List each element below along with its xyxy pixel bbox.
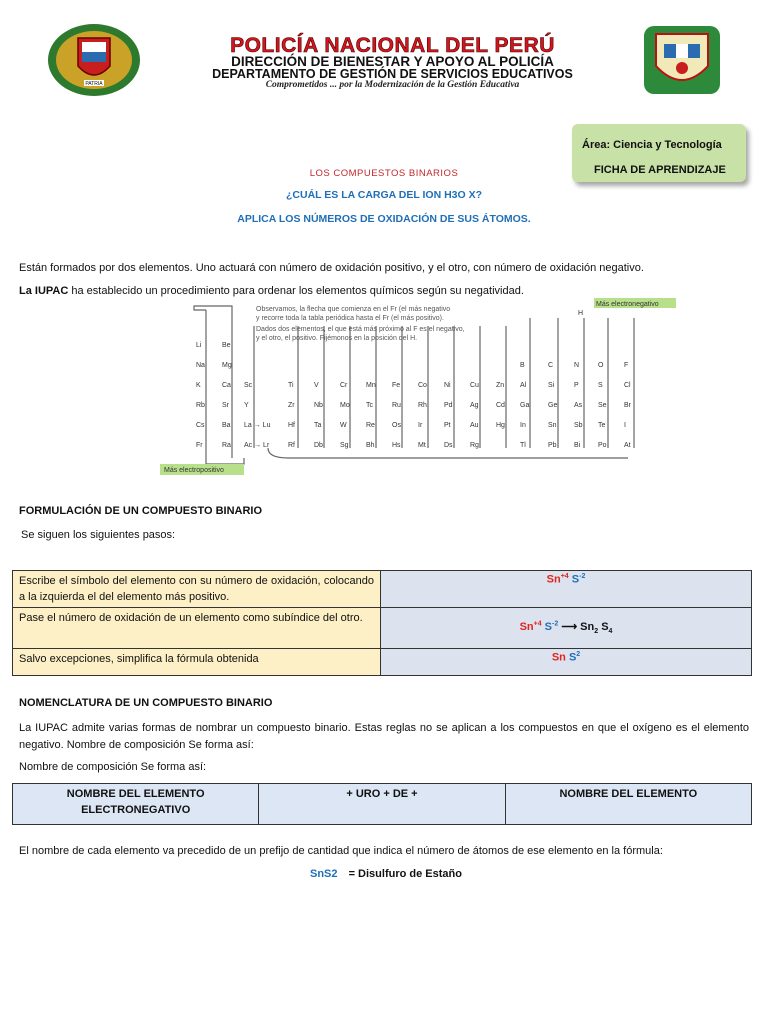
element-symbol: Ge: [548, 402, 558, 409]
motto: Comprometidos ... por la Modernización de la Gestión Educativa: [265, 80, 520, 90]
iupac-bold: La IUPAC: [19, 285, 69, 297]
element-symbol: Y: [244, 402, 249, 409]
label-more-electronegative: Más electronegativo: [596, 301, 659, 308]
element-symbol: Re: [366, 422, 375, 429]
element-symbol: Ni: [444, 382, 451, 389]
nomenclature-paragraph: La IUPAC admite varias formas de nombrar un compuesto binario. Estas reglas no se aplican a los compuestos en que el oxígeno es el elemento negativo. Nombre de composición Se forma así:: [19, 722, 749, 751]
element-symbol: Cs: [196, 422, 205, 429]
iupac-rest: ha establecido un procedimiento para ordenar los elementos químicos según su negatividad.: [68, 285, 524, 297]
element-symbol: Pt: [444, 422, 451, 429]
element-symbol: Ac → Lr: [244, 442, 270, 449]
element-symbol: Te: [598, 422, 606, 429]
note-line: y recorre toda la tabla periódica hasta el Fr (el más positivo).: [256, 315, 444, 322]
label-more-electropositive: Más electropositivo: [164, 467, 224, 474]
formula-sn2: Sn: [580, 621, 595, 634]
element-symbol: Si: [548, 382, 555, 389]
element-symbol: Rb: [196, 402, 205, 409]
element-symbol: Zr: [288, 402, 295, 409]
note-line: y el otro, el positivo. Fijémonos en la posición del H.: [256, 335, 418, 342]
element-symbol: Cr: [340, 382, 348, 389]
formula-final-s: S: [568, 651, 577, 664]
formula-sn2-sub: 2: [594, 628, 599, 636]
institution-title: POLICÍA NACIONAL DEL PERÚ: [230, 34, 555, 57]
department-title: DEPARTAMENTO DE GESTIÓN DE SERVICIOS EDUCATIVOS: [212, 67, 573, 81]
step-text: Pase el número de oxidación de un elemento como subíndice del otro.: [13, 608, 381, 649]
table-cell: + URO + DE +: [259, 784, 505, 825]
element-symbol: V: [314, 382, 319, 389]
question-title: ¿CUÁL ES LA CARGA DEL ION H3O X?: [285, 189, 482, 201]
table-cell: NOMBRE DEL ELEMENTO ELECTRONEGATIVO: [13, 784, 259, 825]
element-symbol: Be: [222, 342, 231, 349]
element-symbol: Sb: [574, 422, 583, 429]
element-symbol: Bh: [366, 442, 375, 449]
element-symbol: Cd: [496, 402, 505, 409]
element-symbol: Nb: [314, 402, 323, 409]
element-symbol: As: [574, 402, 583, 409]
formula-s: S: [571, 573, 580, 586]
element-symbol: Rf: [288, 442, 295, 449]
element-symbol: Ag: [470, 402, 479, 409]
element-symbol: Ga: [520, 402, 530, 409]
direction-title: DIRECCIÓN DE BIENESTAR Y APOYO AL POLICÍA: [231, 54, 554, 69]
element-symbol: Mt: [418, 442, 426, 449]
element-symbol: Sg: [340, 442, 349, 449]
element-symbol: Ca: [222, 382, 231, 389]
element-symbol: Hs: [392, 442, 401, 449]
formula-final-sn: Sn: [551, 651, 566, 664]
element-symbol: Zn: [496, 382, 505, 389]
element-symbol: Fr: [196, 442, 203, 449]
element-symbol: La → Lu: [244, 422, 271, 429]
element-symbol: Ba: [222, 422, 231, 429]
periodic-negativity-figure: [158, 298, 659, 480]
formulation-subtitle: Se siguen los siguientes pasos:: [21, 529, 176, 541]
element-symbol: Tc: [366, 402, 373, 409]
element-symbol: Po: [598, 442, 607, 449]
table-row: [13, 784, 752, 825]
formula-s4: S: [601, 621, 609, 634]
steps-table: [12, 570, 752, 676]
element-symbol: W: [340, 422, 347, 429]
element-symbol: Ds: [444, 442, 453, 449]
table-row: [13, 649, 752, 676]
element-symbol: Hf: [288, 422, 295, 429]
element-symbol: K: [196, 382, 201, 389]
element-symbol: S: [598, 382, 603, 389]
nomenclature-table: [12, 783, 752, 825]
element-symbol: Pd: [444, 402, 453, 409]
nomenclature-subheading: Nombre de composición Se forma así:: [19, 761, 207, 773]
topic-title: LOS COMPUESTOS BINARIOS: [309, 168, 459, 179]
element-symbol: Ru: [392, 402, 401, 409]
element-symbol: B: [520, 362, 525, 369]
element-symbol: Cu: [470, 382, 479, 389]
police-crest-logo: [44, 22, 144, 97]
element-symbol: Sr: [222, 402, 229, 409]
element-symbol: Mg: [222, 362, 232, 369]
element-symbol: Mo: [340, 402, 350, 409]
element-symbol: Db: [314, 442, 323, 449]
element-symbol: Na: [196, 362, 205, 369]
element-symbol: Hg: [496, 422, 505, 429]
area-label: Área: Ciencia y Tecnología: [582, 139, 722, 151]
element-symbol: Co: [418, 382, 427, 389]
element-symbol: Ti: [288, 382, 294, 389]
element-symbol: Al: [520, 382, 527, 389]
formula-final-sup: 2: [576, 651, 581, 658]
intro-paragraph: Están formados por dos elementos. Uno actuará con número de oxidación positivo, y el otro, con número de oxidación negativo.: [19, 262, 644, 274]
element-symbol: Mn: [366, 382, 376, 389]
prefix-note: El nombre de cada elemento va precedido de un prefijo de cantidad que indica el número de átomos de ese elemento en la fórmula:: [19, 845, 663, 857]
formula-sn-ox: +4: [560, 573, 569, 580]
element-symbol: O: [598, 362, 604, 369]
element-symbol: Fe: [392, 382, 401, 389]
step-formula: [381, 608, 752, 649]
element-symbol: Tl: [520, 442, 526, 449]
element-symbol: At: [624, 442, 631, 449]
element-symbol: N: [574, 362, 580, 369]
table-row: [13, 608, 752, 649]
formula-sn: Sn: [519, 621, 534, 634]
arrow-icon: ⟶: [561, 621, 578, 634]
formula-sn-ox: +4: [533, 620, 542, 628]
instruction-title: APLICA LOS NÚMEROS DE OXIDACIÓN DE SUS ÁTOMOS.: [237, 213, 531, 225]
formula-s-ox: -2: [552, 620, 559, 628]
element-symbol: Pb: [548, 442, 557, 449]
element-symbol: Br: [624, 402, 631, 409]
table-cell: NOMBRE DEL ELEMENTO: [505, 784, 751, 825]
element-symbol: In: [520, 422, 526, 429]
element-symbol: Rh: [418, 402, 427, 409]
element-symbol: Cl: [624, 382, 631, 389]
element-symbol: Ir: [418, 422, 423, 429]
note-line: Observamos, la flecha que comienza en el Fr (el más negativo: [256, 306, 451, 313]
sheet-label: FICHA DE APRENDIZAJE: [594, 164, 726, 176]
element-symbol: C: [548, 362, 554, 369]
element-symbol: P: [574, 382, 579, 389]
nomenclature-title: NOMENCLATURA DE UN COMPUESTO BINARIO: [19, 697, 273, 709]
step-formula: [381, 571, 752, 608]
dirbap-shield-logo: [640, 24, 724, 96]
element-symbol: Li: [196, 342, 202, 349]
step-text: Escribe el símbolo del elemento con su número de oxidación, colocando a la izquierda el del elemento más positivo.: [13, 571, 381, 608]
element-symbol: Ra: [222, 442, 231, 449]
iupac-paragraph: [19, 285, 524, 297]
element-symbol: F: [624, 362, 629, 369]
hydrogen-symbol: H: [578, 310, 584, 317]
example-name: = Disulfuro de Estaño: [348, 868, 462, 880]
note-line: Dados dos elementos, el que está más próximo al F es el negativo,: [256, 326, 465, 333]
element-symbol: Rg: [470, 442, 479, 449]
element-symbol: Sc: [244, 382, 253, 389]
element-symbol: I: [624, 422, 626, 429]
formula-s4-sub: 4: [608, 628, 613, 636]
formulation-title: FORMULACIÓN DE UN COMPUESTO BINARIO: [19, 505, 263, 517]
element-symbol: Sn: [548, 422, 557, 429]
table-row: [13, 571, 752, 608]
element-symbol: Bi: [574, 442, 581, 449]
step-formula: [381, 649, 752, 676]
element-symbol: Os: [392, 422, 401, 429]
step-text: Salvo excepciones, simplifica la fórmula obtenida: [13, 649, 381, 676]
element-symbol: Se: [598, 402, 607, 409]
element-symbol: Ta: [314, 422, 322, 429]
example-line: [310, 868, 462, 880]
element-symbol: Au: [470, 422, 479, 429]
svg-text:PATRIA: PATRIA: [85, 81, 103, 87]
formula-sn: Sn: [546, 573, 561, 586]
formula-s: S: [544, 621, 553, 634]
example-formula: SnS2: [310, 868, 338, 880]
formula-s-ox: -2: [579, 573, 586, 580]
